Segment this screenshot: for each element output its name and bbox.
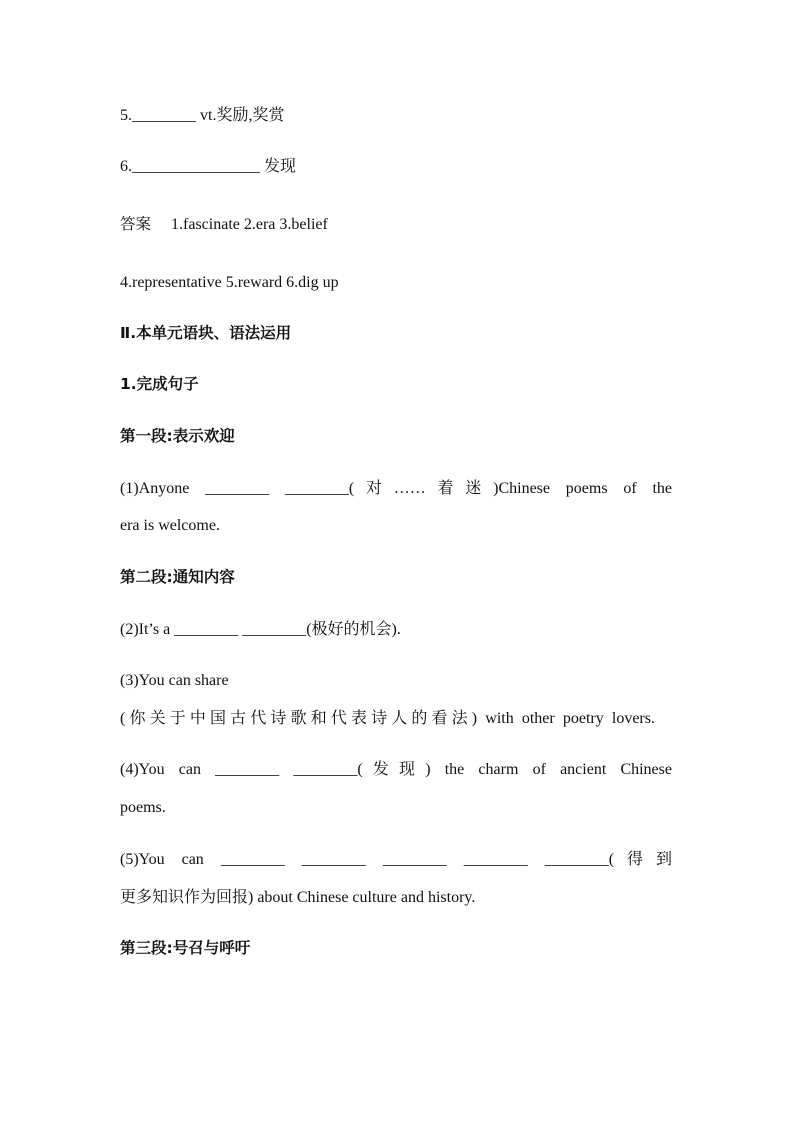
section-heading: Ⅱ.本单元语块、语法运用	[120, 324, 292, 342]
question-4-line-2: poems.	[120, 799, 166, 816]
subsection-heading: 1.完成句子	[120, 375, 199, 393]
vocab-item-5: 5.________ vt.奖励,奖赏	[120, 107, 285, 124]
question-3-line-1: (3)You can share	[120, 672, 229, 689]
question-4-line-1: (4)You can ________ ________(发现) the charm of ancient Chinese	[120, 761, 672, 778]
paragraph-2-heading: 第二段:通知内容	[120, 568, 235, 586]
answers-label: 答案	[120, 215, 152, 233]
answers-line-1	[120, 214, 328, 235]
answers-second-row: 4.representative 5.reward 6.dig up	[120, 274, 339, 291]
question-5-line-2: 更多知识作为回报) about Chinese culture and history.	[120, 889, 476, 906]
paragraph-1-heading: 第一段:表示欢迎	[120, 427, 235, 445]
question-3-line-2: (你关于中国古代诗歌和代表诗人的看法) with other poetry lovers.	[120, 710, 655, 727]
paragraph-3-heading: 第三段:号召与呼吁	[120, 939, 251, 957]
question-1-line-2: era is welcome.	[120, 517, 220, 534]
question-2: (2)It’s a ________ ________(极好的机会).	[120, 621, 401, 638]
question-5-line-1: (5)You can ________ ________ ________ ________ ________(得到	[120, 851, 672, 868]
answers-first-row: 1.fascinate 2.era 3.belief	[171, 216, 328, 233]
question-1-line-1: (1)Anyone ________ ________(对……着迷)Chinese poems of the	[120, 480, 672, 497]
vocab-item-6: 6.________________ 发现	[120, 158, 297, 175]
